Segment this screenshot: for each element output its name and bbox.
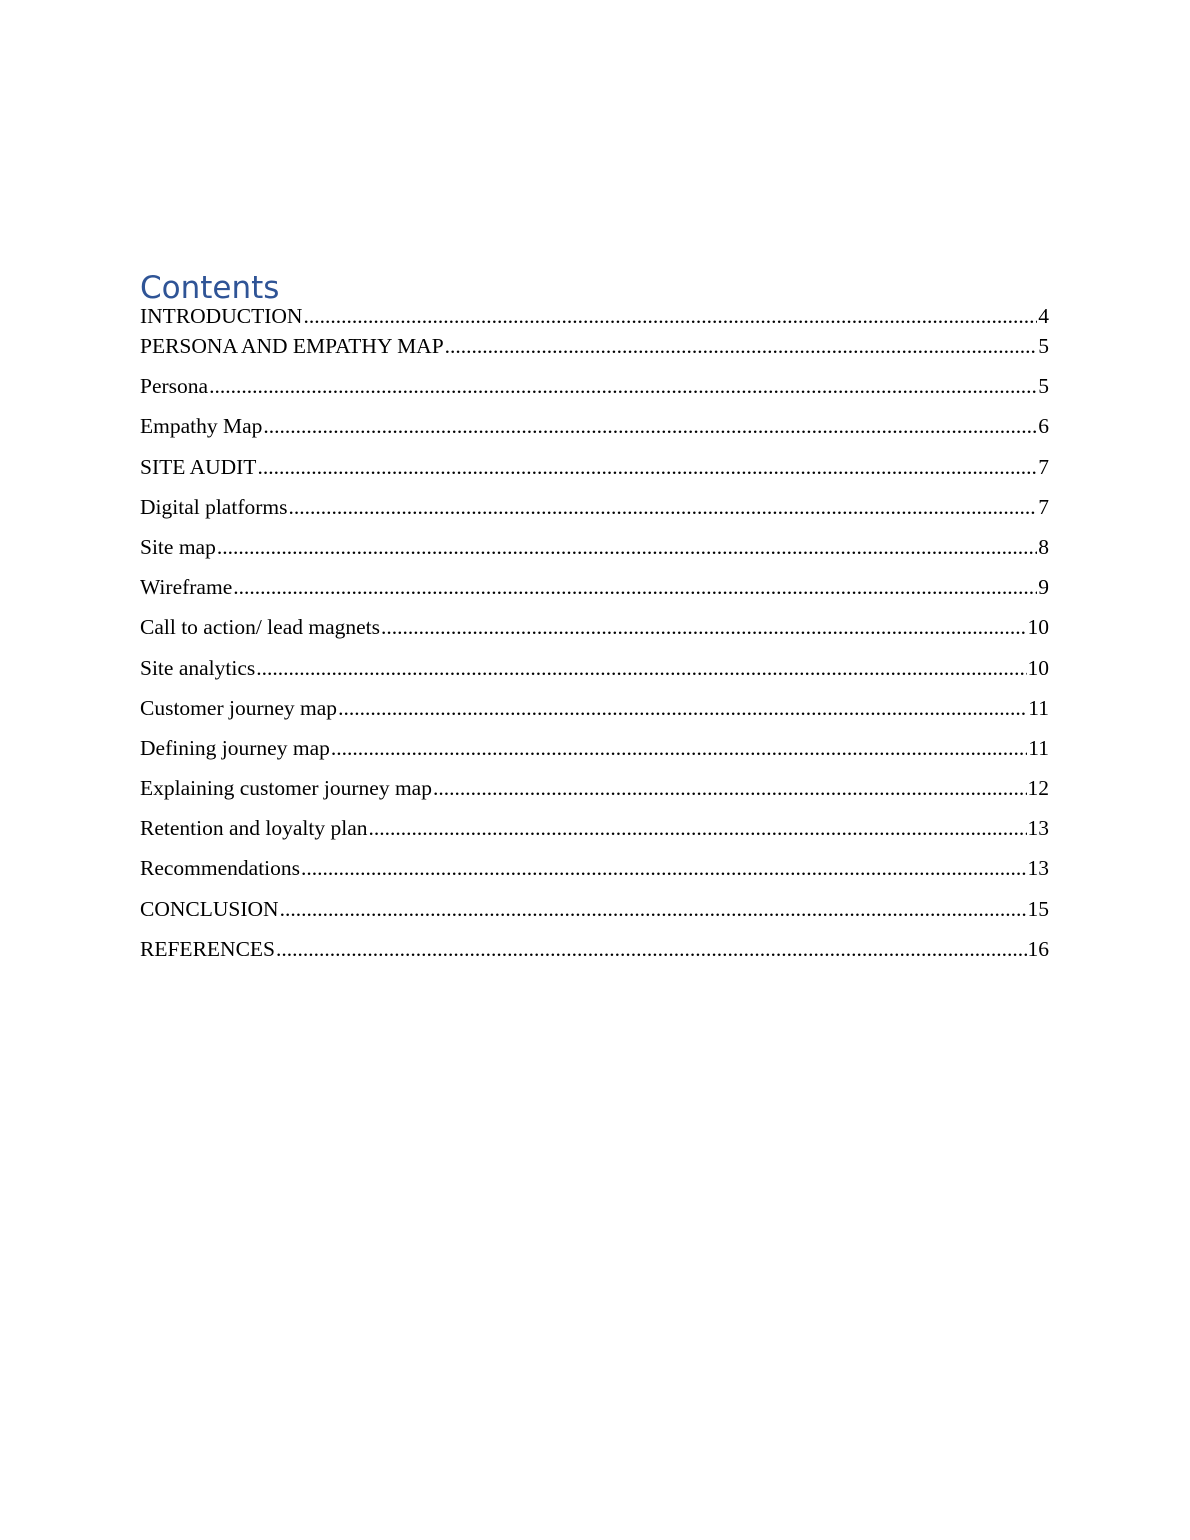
toc-entry-wireframe[interactable]	[140, 575, 1049, 615]
toc-dot-leader	[445, 334, 1038, 359]
toc-entry-title: Defining journey map	[140, 735, 330, 760]
toc-entry-recommendations[interactable]	[140, 856, 1049, 896]
toc-entry-retention-and-loyalty-plan[interactable]	[140, 816, 1049, 856]
toc-entry-page: 11	[1028, 695, 1049, 720]
toc-dot-leader	[303, 304, 1037, 329]
toc-dot-leader	[280, 897, 1027, 922]
toc-dot-leader	[233, 575, 1037, 600]
toc-dot-leader	[433, 776, 1027, 801]
toc-entry-customer-journey-map[interactable]	[140, 696, 1049, 736]
toc-entry-title: Call to action/ lead magnets	[140, 615, 381, 640]
toc-entry-page: 11	[1028, 735, 1049, 760]
toc-entry-conclusion[interactable]	[140, 897, 1049, 937]
toc-entry-explaining-customer-journey-map[interactable]	[140, 776, 1049, 816]
toc-entry-page: 13	[1027, 816, 1049, 841]
toc-entry-page: 8	[1038, 534, 1049, 559]
toc-entry-digital-platforms[interactable]	[140, 495, 1049, 535]
toc-entry-page: 10	[1027, 615, 1049, 640]
toc-entry-introduction[interactable]	[140, 304, 1049, 334]
toc-entry-page: 15	[1027, 896, 1049, 921]
toc-entry-title: PERSONA AND EMPATHY MAP	[140, 334, 444, 358]
toc-entry-page: 12	[1027, 776, 1049, 801]
toc-entry-title: Recommendations	[140, 856, 301, 881]
toc-entry-references[interactable]	[140, 937, 1049, 977]
toc-entry-page: 16	[1027, 936, 1049, 961]
toc-entry-title: Customer journey map	[140, 695, 338, 720]
toc-entry-page: 9	[1038, 575, 1049, 600]
toc-entry-page: 4	[1038, 304, 1049, 328]
toc-list	[140, 304, 1049, 977]
toc-entry-empathy-map[interactable]	[140, 414, 1049, 454]
toc-dot-leader	[301, 856, 1026, 881]
toc-entry-title: REFERENCES	[140, 936, 275, 961]
toc-entry-persona[interactable]	[140, 374, 1049, 414]
table-of-contents	[140, 268, 1049, 977]
toc-entry-site-audit[interactable]	[140, 455, 1049, 495]
toc-entry-title: Empathy Map	[140, 414, 263, 439]
toc-entry-page: 13	[1027, 856, 1049, 881]
toc-entry-title: SITE AUDIT	[140, 454, 257, 479]
toc-dot-leader	[369, 816, 1027, 841]
toc-dot-leader	[256, 656, 1026, 681]
toc-dot-leader	[381, 615, 1026, 640]
toc-entry-title: Site map	[140, 534, 216, 559]
toc-entry-title: Digital platforms	[140, 494, 288, 519]
toc-entry-page: 5	[1038, 334, 1049, 358]
toc-dot-leader	[217, 535, 1037, 560]
toc-entry-title: INTRODUCTION	[140, 304, 303, 328]
toc-dot-leader	[289, 495, 1038, 520]
toc-entry-page: 7	[1038, 454, 1049, 479]
toc-entry-title: Persona	[140, 374, 209, 399]
toc-entry-persona-and-empathy-map[interactable]	[140, 334, 1049, 374]
toc-entry-site-map[interactable]	[140, 535, 1049, 575]
toc-entry-site-analytics[interactable]	[140, 656, 1049, 696]
toc-entry-title: CONCLUSION	[140, 896, 279, 921]
toc-dot-leader	[338, 696, 1027, 721]
toc-entry-call-to-action[interactable]	[140, 615, 1049, 655]
toc-entry-defining-journey-map[interactable]	[140, 736, 1049, 776]
toc-heading: Contents	[140, 270, 280, 306]
toc-entry-title: Explaining customer journey map	[140, 776, 432, 801]
toc-dot-leader	[263, 414, 1037, 439]
toc-entry-title: Retention and loyalty plan	[140, 816, 368, 841]
toc-entry-page: 6	[1038, 414, 1049, 439]
toc-entry-page: 10	[1027, 655, 1049, 680]
toc-entry-page: 5	[1038, 374, 1049, 399]
toc-dot-leader	[209, 374, 1037, 399]
toc-entry-title: Wireframe	[140, 575, 233, 600]
toc-dot-leader	[257, 455, 1037, 480]
toc-dot-leader	[331, 736, 1027, 761]
toc-entry-page: 7	[1038, 494, 1049, 519]
toc-entry-title: Site analytics	[140, 655, 256, 680]
toc-dot-leader	[276, 937, 1027, 962]
